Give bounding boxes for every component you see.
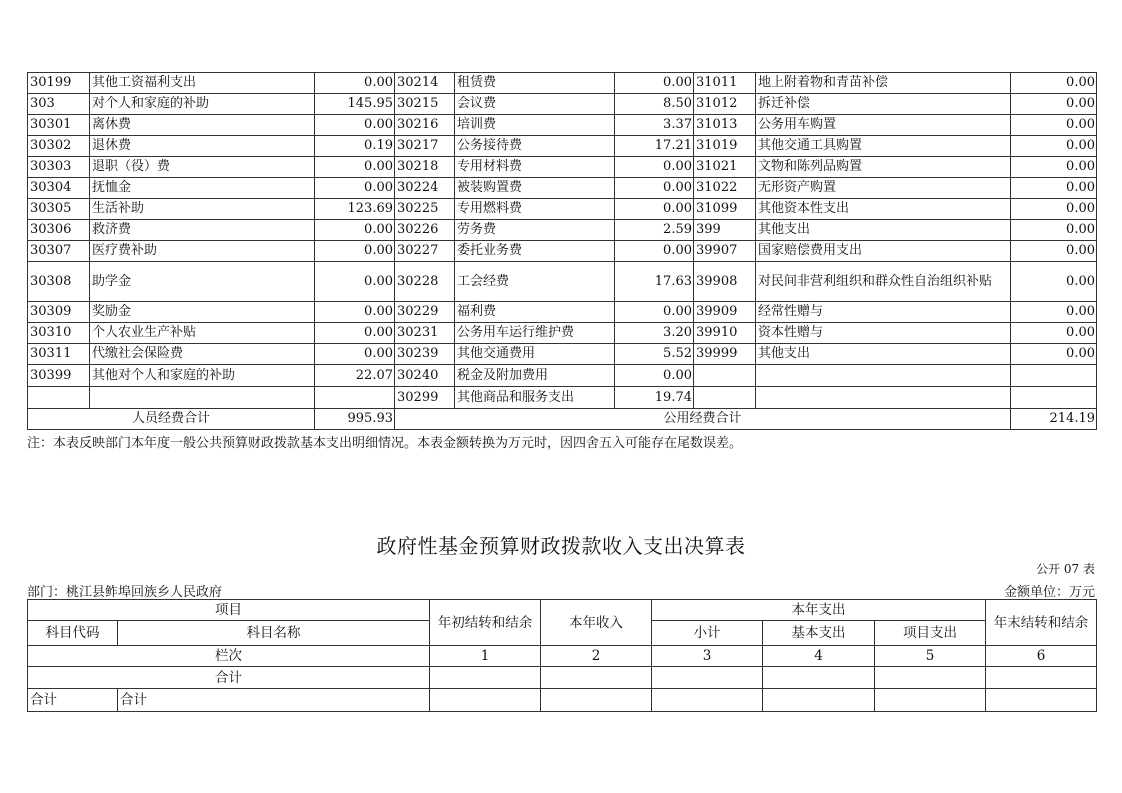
empty-cell (875, 689, 986, 712)
name-cell: 资本性赠与 (756, 323, 1011, 344)
code-cell: 30399 (28, 365, 90, 387)
amount-cell: 0.00 (615, 73, 694, 94)
code-cell: 30216 (395, 115, 455, 136)
name-cell: 税金及附加费用 (455, 365, 615, 387)
empty-cell (986, 667, 1097, 689)
empty-cell (875, 667, 986, 689)
empty-cell (430, 689, 541, 712)
code-cell: 30215 (395, 94, 455, 115)
empty-cell (763, 689, 875, 712)
name-cell (756, 365, 1011, 387)
code-cell: 30302 (28, 136, 90, 157)
amount-cell: 0.00 (1011, 220, 1097, 241)
column-label: 栏次 (28, 646, 430, 667)
code-cell: 30225 (395, 199, 455, 220)
fund-budget-table (27, 599, 1097, 712)
amount-cell: 5.52 (615, 344, 694, 365)
header-name: 科目名称 (118, 621, 430, 646)
code-cell: 30224 (395, 178, 455, 199)
table-row (28, 365, 1097, 387)
code-cell: 31019 (694, 136, 756, 157)
public-total-value: 214.19 (1011, 409, 1097, 430)
name-cell: 其他对个人和家庭的补助 (90, 365, 315, 387)
empty-cell (652, 689, 763, 712)
amount-cell: 0.00 (315, 241, 395, 262)
header-project-expense: 项目支出 (875, 621, 986, 646)
header-row-1 (28, 600, 1097, 621)
name-cell: 公务用车购置 (756, 115, 1011, 136)
header-expense: 本年支出 (652, 600, 986, 621)
code-cell: 39910 (694, 323, 756, 344)
code-cell: 39908 (694, 262, 756, 302)
amount-cell: 0.00 (315, 302, 395, 323)
table-row (28, 94, 1097, 115)
total-row (28, 667, 1097, 689)
code-cell: 30227 (395, 241, 455, 262)
code-cell: 39907 (694, 241, 756, 262)
amount-cell: 2.59 (615, 220, 694, 241)
name-cell: 其他工资福利支出 (90, 73, 315, 94)
name-cell: 生活补助 (90, 199, 315, 220)
table-row (28, 136, 1097, 157)
form-number: 公开 07 表 (1036, 562, 1095, 576)
row-code: 合计 (28, 689, 118, 712)
amount-cell: 0.00 (1011, 94, 1097, 115)
amount-cell: 0.00 (615, 157, 694, 178)
name-cell (90, 387, 315, 409)
name-cell: 对民间非营利组织和群众性自治组织补贴 (756, 262, 1011, 302)
table-row (28, 115, 1097, 136)
code-cell: 30307 (28, 241, 90, 262)
column-number: 1 (430, 646, 541, 667)
code-cell: 31013 (694, 115, 756, 136)
column-number: 4 (763, 646, 875, 667)
amount-cell: 0.00 (1011, 73, 1097, 94)
amount-cell: 0.00 (315, 220, 395, 241)
amount-cell: 0.00 (1011, 136, 1097, 157)
personnel-total-value: 995.93 (315, 409, 395, 430)
table-row (28, 344, 1097, 365)
table-row (28, 387, 1097, 409)
name-cell: 对个人和家庭的补助 (90, 94, 315, 115)
code-cell: 31099 (694, 199, 756, 220)
amount-cell: 145.95 (315, 94, 395, 115)
code-cell: 30199 (28, 73, 90, 94)
name-cell: 其他交通工具购置 (756, 136, 1011, 157)
header-code: 科目代码 (28, 621, 118, 646)
amount-cell: 0.00 (315, 157, 395, 178)
amount-cell: 0.00 (615, 199, 694, 220)
amount-cell: 0.00 (315, 178, 395, 199)
name-cell: 公务用车运行维护费 (455, 323, 615, 344)
name-cell: 国家赔偿费用支出 (756, 241, 1011, 262)
amount-cell (1011, 365, 1097, 387)
amount-cell: 0.00 (315, 73, 395, 94)
amount-cell: 0.00 (615, 365, 694, 387)
empty-cell (763, 667, 875, 689)
table-row (28, 178, 1097, 199)
name-cell: 个人农业生产补贴 (90, 323, 315, 344)
code-cell: 30239 (395, 344, 455, 365)
amount-cell: 17.63 (615, 262, 694, 302)
code-cell: 30231 (395, 323, 455, 344)
row-name: 合计 (118, 689, 430, 712)
expense-detail-table (27, 72, 1097, 430)
name-cell: 其他资本性支出 (756, 199, 1011, 220)
amount-cell: 8.50 (615, 94, 694, 115)
department-label: 部门：桃江县鲊埠回族乡人民政府 (27, 585, 223, 600)
header-basic: 基本支出 (763, 621, 875, 646)
amount-cell: 22.07 (315, 365, 395, 387)
column-number: 2 (541, 646, 652, 667)
header-project: 项目 (28, 600, 430, 621)
column-number-row (28, 646, 1097, 667)
name-cell: 培训费 (455, 115, 615, 136)
name-cell: 离休费 (90, 115, 315, 136)
table-row (28, 241, 1097, 262)
code-cell: 30310 (28, 323, 90, 344)
table-row (28, 262, 1097, 302)
name-cell: 劳务费 (455, 220, 615, 241)
empty-cell (541, 667, 652, 689)
code-cell: 31012 (694, 94, 756, 115)
empty-cell (430, 667, 541, 689)
code-cell: 30308 (28, 262, 90, 302)
name-cell: 福利费 (455, 302, 615, 323)
name-cell: 无形资产购置 (756, 178, 1011, 199)
amount-cell: 0.00 (1011, 241, 1097, 262)
name-cell: 抚恤金 (90, 178, 315, 199)
name-cell: 地上附着物和青苗补偿 (756, 73, 1011, 94)
column-number: 3 (652, 646, 763, 667)
code-cell: 30301 (28, 115, 90, 136)
personnel-total-label: 人员经费合计 (28, 409, 315, 430)
code-cell: 30240 (395, 365, 455, 387)
name-cell: 经常性赠与 (756, 302, 1011, 323)
totals-row (28, 409, 1097, 430)
name-cell: 救济费 (90, 220, 315, 241)
table-row (28, 220, 1097, 241)
amount-cell: 0.00 (315, 262, 395, 302)
amount-cell: 19.74 (615, 387, 694, 409)
code-cell: 31021 (694, 157, 756, 178)
amount-cell: 0.00 (1011, 262, 1097, 302)
code-cell: 30304 (28, 178, 90, 199)
amount-cell: 0.00 (1011, 115, 1097, 136)
amount-cell: 0.00 (1011, 302, 1097, 323)
code-cell: 30305 (28, 199, 90, 220)
name-cell: 其他支出 (756, 344, 1011, 365)
name-cell: 其他交通费用 (455, 344, 615, 365)
name-cell: 会议费 (455, 94, 615, 115)
empty-cell (652, 667, 763, 689)
code-cell: 39999 (694, 344, 756, 365)
header-end-balance: 年末结转和结余 (986, 600, 1097, 646)
amount-cell: 0.00 (1011, 157, 1097, 178)
name-cell: 文物和陈列品购置 (756, 157, 1011, 178)
code-cell: 30306 (28, 220, 90, 241)
code-cell: 31011 (694, 73, 756, 94)
amount-cell: 0.00 (315, 115, 395, 136)
name-cell: 委托业务费 (455, 241, 615, 262)
amount-unit-label: 金额单位：万元 (1003, 585, 1095, 600)
name-cell: 租赁费 (455, 73, 615, 94)
name-cell: 其他商品和服务支出 (455, 387, 615, 409)
amount-cell: 0.00 (1011, 344, 1097, 365)
code-cell: 30303 (28, 157, 90, 178)
amount-cell: 0.00 (1011, 323, 1097, 344)
amount-cell: 0.00 (315, 323, 395, 344)
code-cell: 30229 (395, 302, 455, 323)
code-cell: 303 (28, 94, 90, 115)
code-cell: 30311 (28, 344, 90, 365)
name-cell: 专用燃料费 (455, 199, 615, 220)
code-cell: 30309 (28, 302, 90, 323)
table-note: 注：本表反映部门本年度一般公共预算财政拨款基本支出明细情况。本表金额转换为万元时，因四舍五入可能存在尾数误差。 (27, 436, 743, 451)
code-cell (694, 387, 756, 409)
table-row (28, 73, 1097, 94)
amount-cell: 0.00 (615, 302, 694, 323)
code-cell: 31022 (694, 178, 756, 199)
empty-cell (986, 689, 1097, 712)
name-cell (756, 387, 1011, 409)
column-number: 6 (986, 646, 1097, 667)
code-cell (28, 387, 90, 409)
amount-cell: 0.00 (1011, 178, 1097, 199)
name-cell: 公务接待费 (455, 136, 615, 157)
amount-cell (315, 387, 395, 409)
table-row (28, 302, 1097, 323)
code-cell: 399 (694, 220, 756, 241)
name-cell: 奖励金 (90, 302, 315, 323)
code-cell: 39909 (694, 302, 756, 323)
name-cell: 代缴社会保险费 (90, 344, 315, 365)
code-cell: 30214 (395, 73, 455, 94)
empty-cell (541, 689, 652, 712)
column-number: 5 (875, 646, 986, 667)
amount-cell: 0.00 (615, 241, 694, 262)
name-cell: 退职（役）费 (90, 157, 315, 178)
table-row (28, 199, 1097, 220)
public-total-label: 公用经费合计 (395, 409, 1011, 430)
amount-cell: 0.19 (315, 136, 395, 157)
code-cell: 30226 (395, 220, 455, 241)
amount-cell: 123.69 (315, 199, 395, 220)
name-cell: 其他支出 (756, 220, 1011, 241)
name-cell: 工会经费 (455, 262, 615, 302)
amount-cell: 0.00 (315, 344, 395, 365)
data-row (28, 689, 1097, 712)
fund-table-title: 政府性基金预算财政拨款收入支出决算表 (376, 534, 746, 558)
header-begin-balance: 年初结转和结余 (430, 600, 541, 646)
table-row (28, 323, 1097, 344)
name-cell: 医疗费补助 (90, 241, 315, 262)
code-cell (694, 365, 756, 387)
amount-cell: 0.00 (1011, 199, 1097, 220)
header-subtotal: 小计 (652, 621, 763, 646)
total-label: 合计 (28, 667, 430, 689)
amount-cell (1011, 387, 1097, 409)
name-cell: 被装购置费 (455, 178, 615, 199)
name-cell: 专用材料费 (455, 157, 615, 178)
amount-cell: 3.20 (615, 323, 694, 344)
code-cell: 30299 (395, 387, 455, 409)
code-cell: 30217 (395, 136, 455, 157)
name-cell: 退休费 (90, 136, 315, 157)
amount-cell: 17.21 (615, 136, 694, 157)
amount-cell: 0.00 (615, 178, 694, 199)
table-row (28, 157, 1097, 178)
code-cell: 30218 (395, 157, 455, 178)
name-cell: 拆迁补偿 (756, 94, 1011, 115)
code-cell: 30228 (395, 262, 455, 302)
header-income: 本年收入 (541, 600, 652, 646)
amount-cell: 3.37 (615, 115, 694, 136)
name-cell: 助学金 (90, 262, 315, 302)
